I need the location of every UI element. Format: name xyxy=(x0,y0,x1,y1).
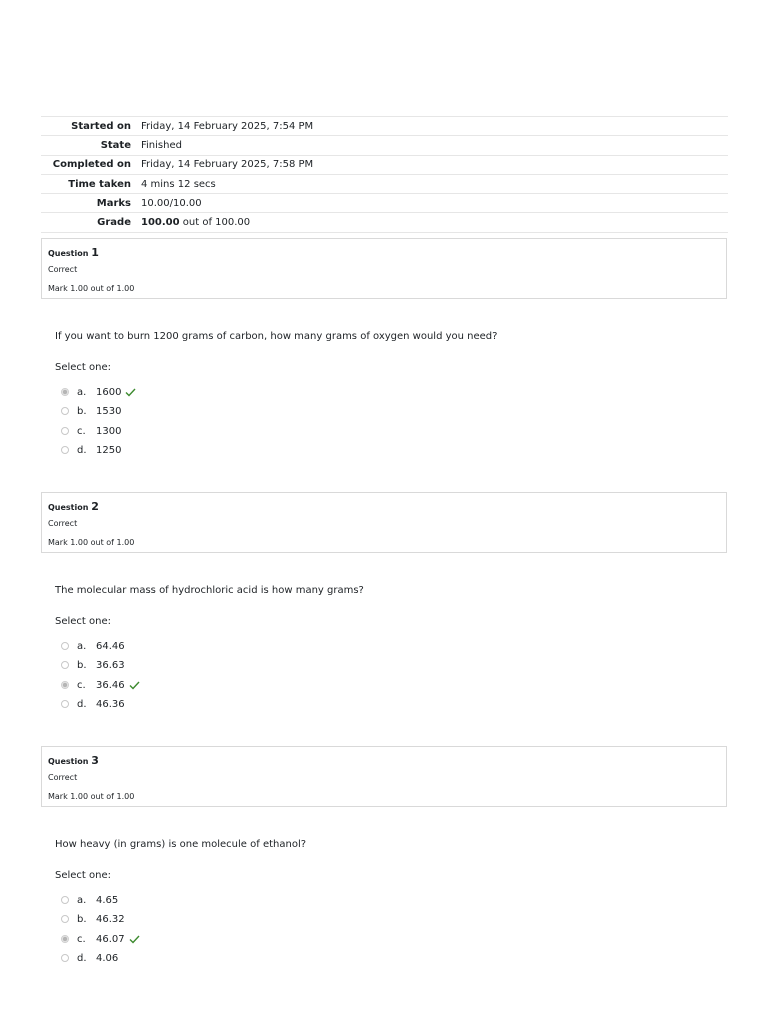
summary-row-completed-on xyxy=(41,155,728,174)
answer-text: 1250 xyxy=(96,444,122,456)
answer-option[interactable] xyxy=(61,697,125,711)
answer-option[interactable] xyxy=(61,443,121,457)
radio-icon[interactable] xyxy=(61,954,69,962)
radio-icon[interactable] xyxy=(61,446,69,454)
radio-icon[interactable] xyxy=(61,700,69,708)
summary-value: 10.00/10.00 xyxy=(141,197,202,209)
grade-score: 100.00 xyxy=(141,217,180,229)
answer-letter: d. xyxy=(77,444,87,456)
radio-icon[interactable] xyxy=(61,896,69,904)
answer-text: 1300 xyxy=(96,425,122,437)
answer-text: 46.32 xyxy=(96,913,125,925)
summary-value: 4 mins 12 secs xyxy=(141,178,216,190)
answer-letter: d. xyxy=(77,698,87,710)
answer-text: 46.07 xyxy=(96,933,125,945)
answer-letter: d. xyxy=(77,952,87,964)
answer-text: 4.65 xyxy=(96,894,119,906)
question-title xyxy=(48,246,99,259)
question-text: The molecular mass of hydrochloric acid is how many grams? xyxy=(55,585,364,596)
radio-icon[interactable] xyxy=(61,681,69,689)
summary-label: State xyxy=(100,139,131,151)
question-info-box xyxy=(41,492,727,553)
answer-letter: b. xyxy=(77,659,87,671)
select-one-prompt: Select one: xyxy=(55,616,112,627)
summary-row-marks xyxy=(41,193,728,212)
answer-text: 64.46 xyxy=(96,640,125,652)
answer-letter: b. xyxy=(77,405,87,417)
answer-letter: a. xyxy=(77,386,87,398)
radio-icon[interactable] xyxy=(61,388,69,396)
summary-row-started-on xyxy=(41,116,728,135)
question-state: Correct xyxy=(48,773,78,782)
answer-option[interactable] xyxy=(61,912,125,926)
answer-option[interactable] xyxy=(61,424,121,438)
attempt-summary-table xyxy=(41,116,728,233)
select-one-prompt: Select one: xyxy=(55,870,112,881)
question-label: Question xyxy=(48,757,89,766)
radio-icon[interactable] xyxy=(61,427,69,435)
answer-letter: b. xyxy=(77,913,87,925)
question-number: 3 xyxy=(91,754,99,767)
question-info-box xyxy=(41,746,727,807)
summary-value: Finished xyxy=(141,139,182,151)
answer-letter: a. xyxy=(77,640,87,652)
answer-option[interactable] xyxy=(61,951,118,965)
answer-text: 4.06 xyxy=(96,952,119,964)
check-icon xyxy=(129,935,140,944)
summary-row-grade xyxy=(41,212,728,232)
question-info-box xyxy=(41,238,727,299)
summary-label: Time taken xyxy=(68,178,131,190)
summary-label: Grade xyxy=(97,217,131,229)
answer-option[interactable] xyxy=(61,639,125,653)
summary-row-state xyxy=(41,135,728,154)
summary-row-time-taken xyxy=(41,174,728,193)
summary-value: Friday, 14 February 2025, 7:58 PM xyxy=(141,159,314,171)
question-text: If you want to burn 1200 grams of carbon, how many grams of oxygen would you need? xyxy=(55,331,498,342)
question-state: Correct xyxy=(48,265,78,274)
question-text: How heavy (in grams) is one molecule of ethanol? xyxy=(55,839,307,850)
radio-icon[interactable] xyxy=(61,935,69,943)
question-title xyxy=(48,500,99,513)
question-label: Question xyxy=(48,503,89,512)
select-one-prompt: Select one: xyxy=(55,362,112,373)
answer-text: 1600 xyxy=(96,386,122,398)
summary-value xyxy=(141,217,728,228)
answer-option[interactable] xyxy=(61,678,140,692)
answer-letter: c. xyxy=(77,425,86,437)
question-title xyxy=(48,754,99,767)
question-mark: Mark 1.00 out of 1.00 xyxy=(48,538,135,547)
answer-letter: c. xyxy=(77,933,86,945)
answer-option[interactable] xyxy=(61,893,118,907)
question-mark: Mark 1.00 out of 1.00 xyxy=(48,284,135,293)
check-icon xyxy=(125,388,136,397)
grade-out-of: out of 100.00 xyxy=(179,217,251,229)
answer-text: 1530 xyxy=(96,405,122,417)
check-icon xyxy=(129,681,140,690)
answer-option[interactable] xyxy=(61,385,136,399)
summary-value: Friday, 14 February 2025, 7:54 PM xyxy=(141,120,314,132)
answer-text: 36.63 xyxy=(96,659,125,671)
summary-label: Started on xyxy=(71,120,131,132)
answer-letter: a. xyxy=(77,894,87,906)
summary-label: Marks xyxy=(96,197,131,209)
radio-icon[interactable] xyxy=(61,407,69,415)
answer-option[interactable] xyxy=(61,658,125,672)
radio-icon[interactable] xyxy=(61,642,69,650)
answer-option[interactable] xyxy=(61,404,121,418)
answer-text: 46.36 xyxy=(96,698,125,710)
answer-option[interactable] xyxy=(61,932,140,946)
question-label: Question xyxy=(48,249,89,258)
question-mark: Mark 1.00 out of 1.00 xyxy=(48,792,135,801)
answer-text: 36.46 xyxy=(96,679,125,691)
question-number: 1 xyxy=(91,246,99,259)
question-number: 2 xyxy=(91,500,99,513)
summary-label: Completed on xyxy=(52,159,131,171)
answer-letter: c. xyxy=(77,679,86,691)
question-state: Correct xyxy=(48,519,78,528)
radio-icon[interactable] xyxy=(61,661,69,669)
radio-icon[interactable] xyxy=(61,915,69,923)
